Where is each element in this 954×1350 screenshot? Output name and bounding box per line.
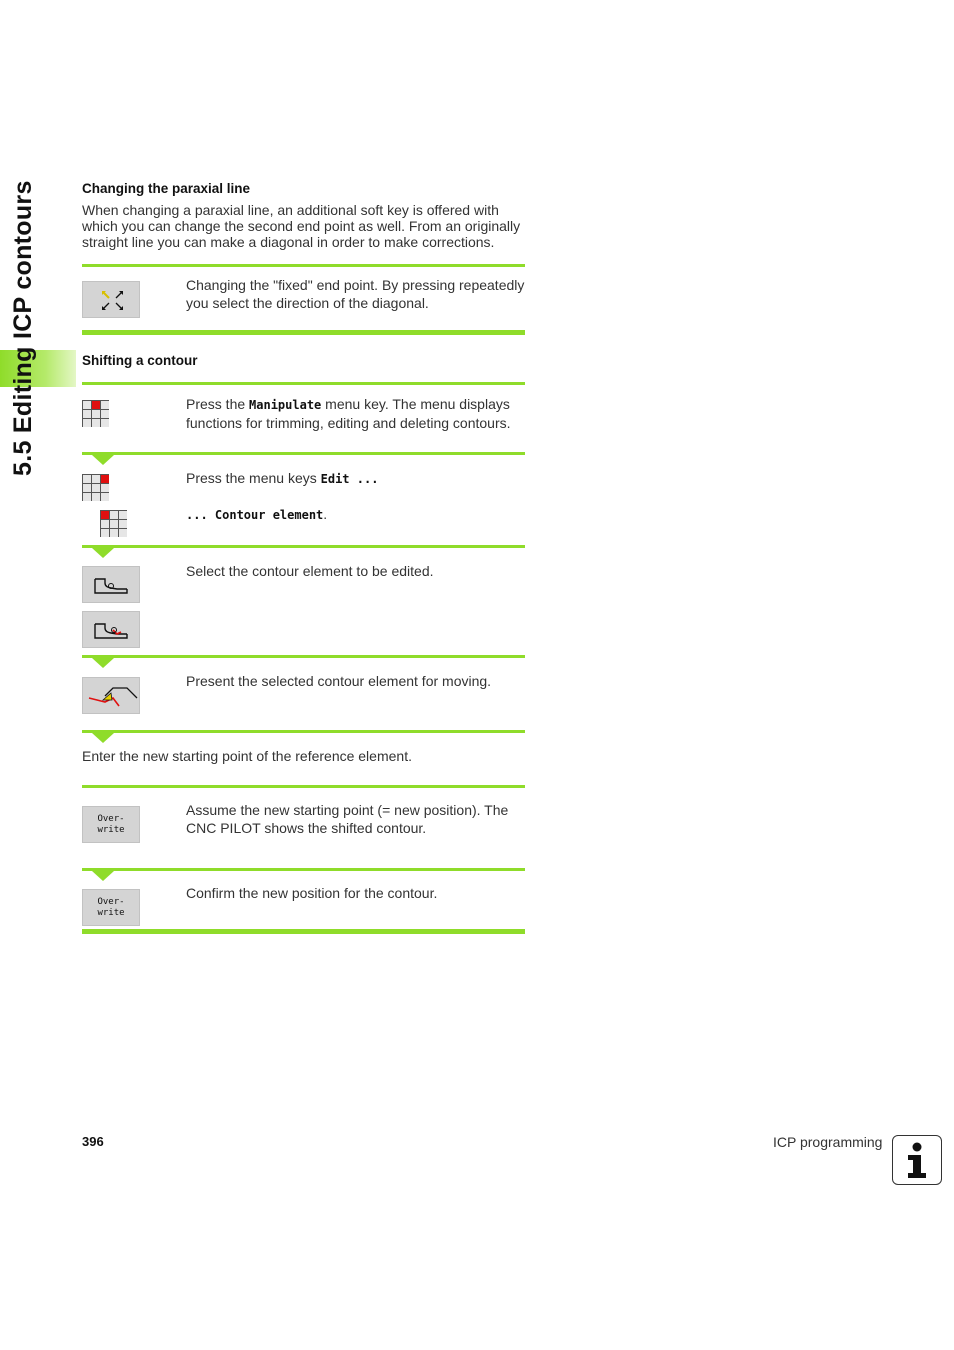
step-arrow bbox=[92, 871, 114, 881]
divider bbox=[82, 655, 525, 658]
overwrite-confirm-softkey[interactable]: Over- write bbox=[82, 889, 140, 926]
divider bbox=[82, 785, 525, 788]
step-arrow bbox=[92, 733, 114, 743]
contour-select-icon bbox=[83, 567, 141, 604]
select-element-softkey[interactable] bbox=[82, 566, 140, 603]
manipulate-menu-icon[interactable] bbox=[82, 400, 109, 427]
step-arrow bbox=[92, 455, 114, 465]
move-element-softkey[interactable] bbox=[82, 677, 140, 714]
divider bbox=[82, 868, 525, 871]
info-icon bbox=[892, 1135, 942, 1185]
edit-menu-icon[interactable] bbox=[82, 474, 109, 501]
contour-element-menu-icon[interactable] bbox=[100, 510, 127, 537]
step-arrow bbox=[92, 658, 114, 668]
diagonal-softkey[interactable] bbox=[82, 281, 140, 318]
enter-starting-point: Enter the new starting point of the reference element. bbox=[82, 748, 412, 764]
step-edit: Press the menu keys Edit ... bbox=[186, 470, 379, 486]
heading-paraxial-line: Changing the paraxial line bbox=[82, 181, 251, 196]
paraxial-intro: When changing a paraxial line, an additional soft key is offered with which you can change the second end point as well. From an originally straight line you can make a diagonal in order to make corrections. bbox=[82, 202, 521, 250]
divider bbox=[82, 452, 525, 455]
divider bbox=[82, 929, 525, 934]
overwrite-softkey[interactable]: Over- write bbox=[82, 806, 140, 843]
edit-key-label: Edit ... bbox=[320, 472, 379, 486]
step-confirm-position: Confirm the new position for the contour. bbox=[186, 885, 438, 901]
footer-section-name: ICP programming bbox=[773, 1134, 883, 1150]
divider bbox=[82, 545, 525, 548]
step-move-element: Present the selected contour element for moving. bbox=[186, 673, 492, 689]
step-manipulate: Press the Manipulate menu key. The menu displays functions for trimming, editing and deleting contours. bbox=[186, 396, 511, 431]
contour-element-key-label: ... Contour element bbox=[186, 508, 324, 522]
divider bbox=[82, 330, 525, 335]
contour-select-alt-icon bbox=[83, 612, 141, 649]
step-assume-position: Assume the new starting point (= new position). The CNC PILOT shows the shifted contour. bbox=[186, 802, 509, 836]
divider bbox=[82, 264, 525, 267]
manipulate-key-label: Manipulate bbox=[249, 398, 322, 412]
divider bbox=[82, 730, 525, 733]
select-element-alt-softkey[interactable] bbox=[82, 611, 140, 648]
move-contour-icon bbox=[83, 678, 141, 715]
paraxial-step-text: Changing the "fixed" end point. By pressing repeatedly you select the direction of the diagonal. bbox=[186, 277, 525, 311]
step-contour-element: ... Contour element. bbox=[186, 506, 328, 522]
step-arrow bbox=[92, 548, 114, 558]
divider bbox=[82, 382, 525, 385]
page-number: 396 bbox=[82, 1134, 104, 1149]
diagonal-arrows-icon bbox=[83, 282, 141, 319]
step-select-element: Select the contour element to be edited. bbox=[186, 563, 434, 579]
heading-shifting-contour: Shifting a contour bbox=[82, 353, 198, 368]
chapter-title: 5.5 Editing ICP contours bbox=[9, 180, 37, 476]
